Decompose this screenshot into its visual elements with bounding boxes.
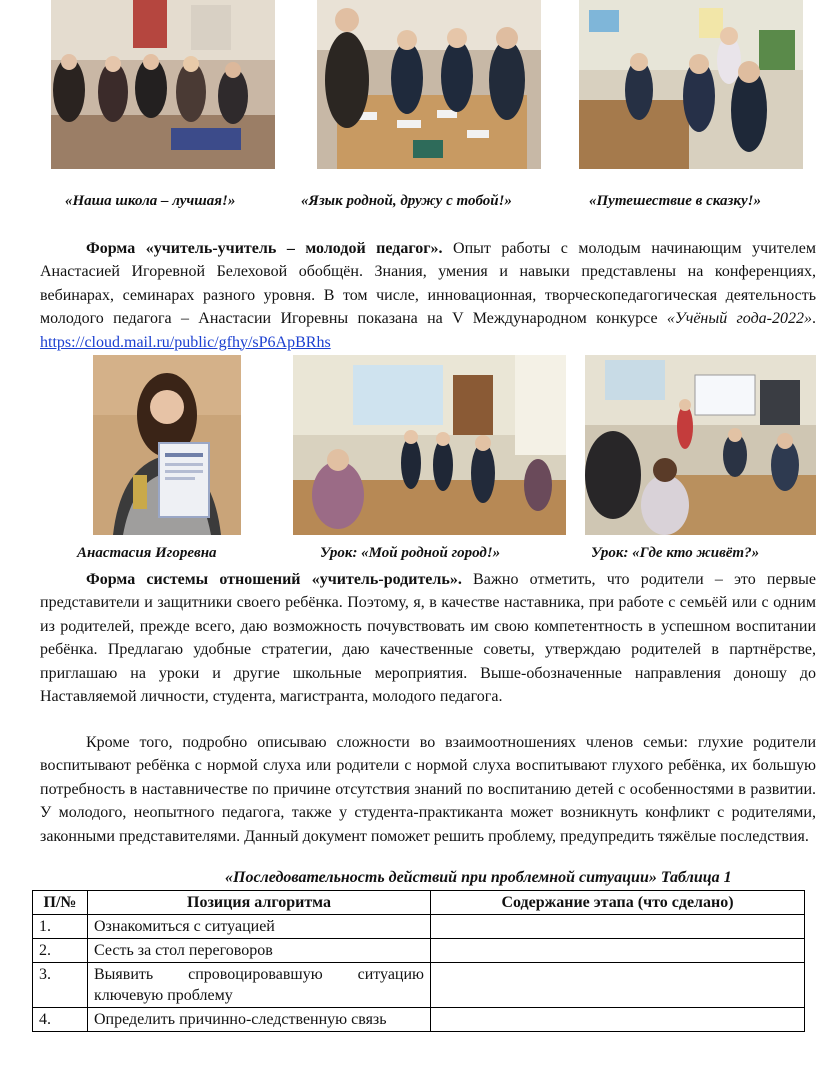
paragraph-text: Опыт работы с молодым начинающим учителем Анастасией Игоревной Белеховой обобщён. Знания, умения и навыки представлены на конференциях, вебинарах, семинарах разного уровня. В том числе, инновационная, творческопедагогическая деятельность молодого педагога – Анастасии Игоревны показана на V Международном конкурсе — [40, 240, 816, 328]
row-number: 1. — [33, 915, 88, 939]
paragraph-text: Важно отметить, что родители – это первые представители и защитники своего ребёнка. Поэтому, я, в качестве наставника, при работе с семьёй или с одним из родителей, прежде всего, даю возможность почувствовать им свою компетентность в успешном воспитании ребёнка. Предлагаю удобные стратегии, даю качественные советы, утверждаю родителей в партнёрстве, приглашаю на уроки и другие школьные мероприятия. Выше-обозначенные направления доношу до Наставляемой личности, студента, магистранта, молодого педагога. — [40, 571, 816, 706]
row-position: Определить причинно-следственную связь — [88, 1008, 431, 1032]
header-number: П/№ — [33, 891, 88, 915]
paragraph-lead: Форма «учитель-учитель – молодой педагог». — [86, 240, 443, 257]
table-row — [33, 915, 805, 939]
header-position: Позиция алгоритма — [88, 891, 431, 915]
paragraph-text: Кроме того, подробно описываю сложности во взаимоотношениях членов семьи: глухие родители воспитывают ребёнка с нормой слуха или родители с нормой слуха воспитывают глухого ребёнка, их большую потребность в наставничестве по причине отсутствия знаний по воспитанию детей с особенностями в развитии. У молодого, неопытного педагога, также у студента-практиканта может возникнуть конфликт с родителями, законными представителями. Данный документ поможет решить проблему, предупредить тяжёлые последствия. — [40, 734, 816, 845]
paragraph-dot: . — [812, 310, 816, 328]
row-content[interactable] — [431, 1008, 805, 1032]
photo-anastasia-certificate — [93, 355, 241, 535]
row-content[interactable] — [431, 963, 805, 1008]
table-caption: «Последовательность действий при проблемной ситуации» Таблица 1 — [225, 869, 732, 886]
paragraph-lead: Форма системы отношений «учитель-родитель». — [86, 571, 462, 588]
photo-fairy-tale-lesson — [579, 0, 803, 169]
photo-home-city-lesson — [293, 355, 566, 535]
caption-photo-6: Урок: «Где кто живёт?» — [591, 545, 760, 561]
caption-photo-4: Анастасия Игоревна — [77, 545, 217, 561]
photo-who-lives-where-lesson — [585, 355, 816, 535]
row-position: Выявить спровоцировавшую ситуацию ключевую проблему — [88, 963, 431, 1008]
photo-language-lesson — [317, 0, 541, 169]
paragraph-teacher-teacher — [40, 237, 816, 354]
caption-photo-2: «Язык родной, дружу с тобой!» — [301, 193, 512, 209]
paragraph-teacher-parent — [40, 568, 816, 708]
contest-name: «Учёный года-2022» — [666, 310, 812, 328]
row-content[interactable] — [431, 939, 805, 963]
algorithm-table — [32, 890, 805, 1032]
caption-photo-3: «Путешествие в сказку!» — [589, 193, 761, 209]
caption-photo-1: «Наша школа – лучшая!» — [65, 193, 236, 209]
paragraph-family-difficulties — [40, 731, 816, 848]
row-position: Сесть за стол переговоров — [88, 939, 431, 963]
cloud-link[interactable]: https://cloud.mail.ru/public/gfhy/sP6ApBRhs — [40, 333, 331, 351]
row-position: Ознакомиться с ситуацией — [88, 915, 431, 939]
row-number: 3. — [33, 963, 88, 1008]
header-content: Содержание этапа (что сделано) — [431, 891, 805, 915]
table-row — [33, 963, 805, 1008]
table-row — [33, 939, 805, 963]
caption-photo-5: Урок: «Мой родной город!» — [320, 545, 501, 561]
photo-teachers-meeting — [51, 0, 275, 169]
row-content[interactable] — [431, 915, 805, 939]
row-number: 4. — [33, 1008, 88, 1032]
table-header-row — [33, 891, 805, 915]
table-row — [33, 1008, 805, 1032]
row-number: 2. — [33, 939, 88, 963]
